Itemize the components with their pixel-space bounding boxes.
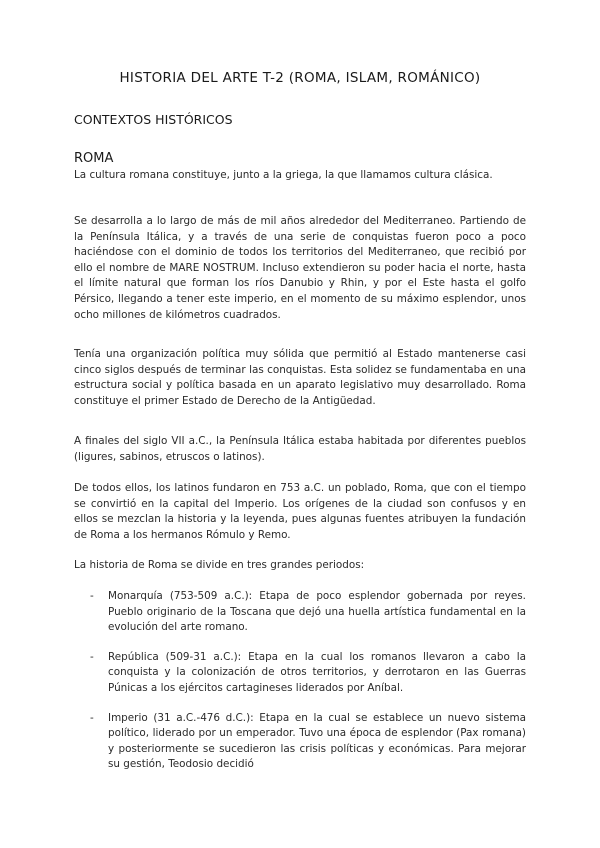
paragraph: A finales del siglo VII a.C., la Península Itálica estaba habitada por diferentes pueblos (ligures, sabinos, etruscos o latinos). [74,435,526,463]
paragraph: La historia de Roma se divide en tres grandes periodos: [74,559,365,571]
section-heading: CONTEXTOS HISTÓRICOS [74,112,233,127]
paragraph: De todos ellos, los latinos fundaron en 753 a.C. un poblado, Roma, que con el tiempo se convirtió en la capital del Imperio. Los orígenes de la ciudad son confusos y en ellos se mezclan la historia y la leyenda, pues algunas fuentes atribuyen la fundación de Roma a los hermanos Rómulo y Remo. [74,482,526,541]
paragraph: La cultura romana constituye, junto a la griega, la que llamamos cultura clásica. [74,169,493,181]
list-item-text: Monarquía (753-509 a.C.): Etapa de poco esplendor gobernada por reyes. Pueblo originario de la Toscana que dejó una huella artística fundamental en la evolución del arte romano. [108,590,526,634]
bullet-marker: - [90,650,94,663]
bullet-marker: - [90,590,94,602]
list-item [74,650,526,697]
list-item [74,711,526,773]
list-item-text: Imperio (31 a.C.-476 d.C.): Etapa en la cual se establece un nuevo sistema político, liderado por un emperador. Tuvo una época de esplendor (Pax romana) y posteriormente se sucedieron las crisis políticas y económicas. Para mejorar su gestión, Teodosio decidió [108,711,526,771]
bullet-marker: - [90,711,94,724]
paragraph: Tenía una organización política muy sólida que permitió al Estado mantenerse casi cinco siglos después de terminar las conquistas. Esta solidez se fundamentaba en una estructura social y política basada en un aparato legislativo muy desarrollado. Roma constituye el primer Estado de Derecho de la Antigüedad. [74,348,526,407]
document-title: HISTORIA DEL ARTE T-2 (ROMA, ISLAM, ROMÁNICO) [119,70,481,86]
paragraph: Se desarrolla a lo largo de más de mil años alrededor del Mediterraneo. Partiendo de la Península Itálica, y a través de una serie de conquistas fueron poco a poco haciéndose con el dominio de todos los territorios del Mediterraneo, que recibió por ello el nombre de MARE NOSTRUM. Incluso extendieron su poder hacia el norte, hasta el límite natural que forman los ríos Danubio y Rhin, y por el Este hasta el golfo Pérsico, llegando a tener este imperio, en el momento de su máximo esplendor, unos ocho millones de kilómetros cuadrados. [74,215,526,321]
subsection-heading: ROMA [74,151,114,166]
list-item [74,589,526,636]
list-item-text: República (509-31 a.C.): Etapa en la cual los romanos llevaron a cabo la conquista y la colonización de otros territorios, y derrotaron en las Guerras Púnicas a los ejércitos cartagineses liderados por Aníbal. [108,650,526,694]
periods-list [74,589,526,787]
